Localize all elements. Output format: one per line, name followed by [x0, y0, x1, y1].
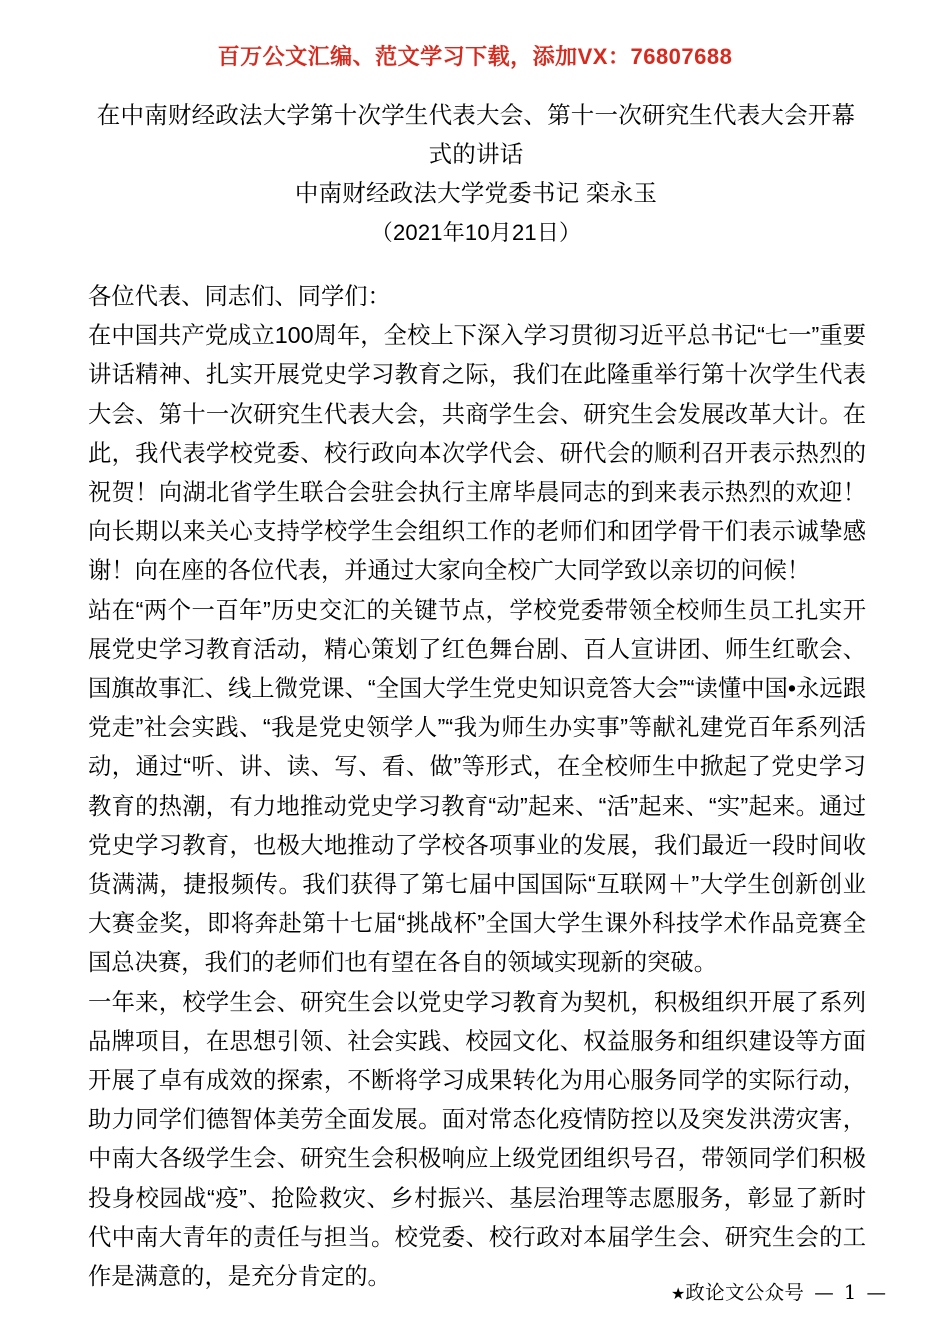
footer-brand-label: 政论文公众号	[685, 1281, 805, 1304]
body-paragraph: 各位代表、同志们、同学们：	[88, 283, 391, 309]
promo-banner-text: 百万公文汇编、范文学习下载，添加VX：76807688	[217, 44, 733, 69]
footer-content	[671, 1278, 888, 1309]
star-icon: ★	[671, 1284, 686, 1303]
page-number: — 1 —	[814, 1281, 888, 1304]
document-body	[88, 277, 866, 1296]
body-paragraph: 在中国共产党成立100周年，全校上下深入学习贯彻习近平总书记“七一”重要讲话精神、扎实开展党史学习教育之际，我们在此隆重举行第十次学生代表大会、第十一次研究生代表大会，共商学生会、研究生会发展改革大计。在此，我代表学校党委、校行政向本次学代会、研代会的顺利召开表示热烈的祝贺！向湖北省学生联合会驻会执行主席毕晨同志的到来表示热烈的欢迎！向长期以来关心支持学校学生会组织工作的老师们和团学骨干们表示诚挚感谢！向在座的各位代表，并通过大家向全校广大同学致以亲切的问候！	[88, 322, 866, 584]
page-title: 在中南财经政法大学第十次学生代表大会、第十一次研究生代表大会开幕式的讲话	[96, 102, 856, 167]
document-byline: 中南财经政法大学党委书记 栾永玉	[294, 180, 658, 206]
document-title-block	[88, 96, 864, 252]
body-paragraph: 一年来，校学生会、研究生会以党史学习教育为契机，积极组织开展了系列品牌项目，在思想引领、社会实践、校园文化、权益服务和组织建设等方面开展了卓有成效的探索，不断将学习成果转化为用心服务同学的实际行动，助力同学们德智体美劳全面发展。面对常态化疫情防控以及突发洪涝灾害，中南大各级学生会、研究生会积极响应上级党团组织号召，带领同学们积极投身校园战“疫”、抢险救灾、乡村振兴、基层治理等志愿服务，彰显了新时代中南大青年的责任与担当。校党委、校行政对本届学生会、研究生会的工作是满意的，是充分肯定的。	[88, 988, 866, 1290]
body-paragraph: 站在“两个一百年”历史交汇的关键节点，学校党委带领全校师生员工扎实开展党史学习教育活动，精心策划了红色舞台剧、百人宣讲团、师生红歌会、国旗故事汇、线上微党课、“全国大学生党史知识竞答大会”“读懂中国•永远跟党走”社会实践、“我是党史领学人”“我为师生办实事”等献礼建党百年系列活动，通过“听、讲、读、写、看、做”等形式，在全校师生中掀起了党史学习教育的热潮，有力地推动党史学习教育“动”起来、“活”起来、“实”起来。通过党史学习教育，也极大地推动了学校各项事业的发展，我们最近一段时间收货满满，捷报频传。我们获得了第七届中国国际“互联网＋”大学生创新创业大赛金奖，即将奔赴第十七届“挑战杯”全国大学生课外科技学术作品竞赛全国总决赛，我们的老师们也有望在各自的领域实现新的突破。	[88, 596, 867, 976]
document-date: （2021年10月21日）	[370, 220, 582, 245]
page-footer	[0, 1278, 950, 1318]
